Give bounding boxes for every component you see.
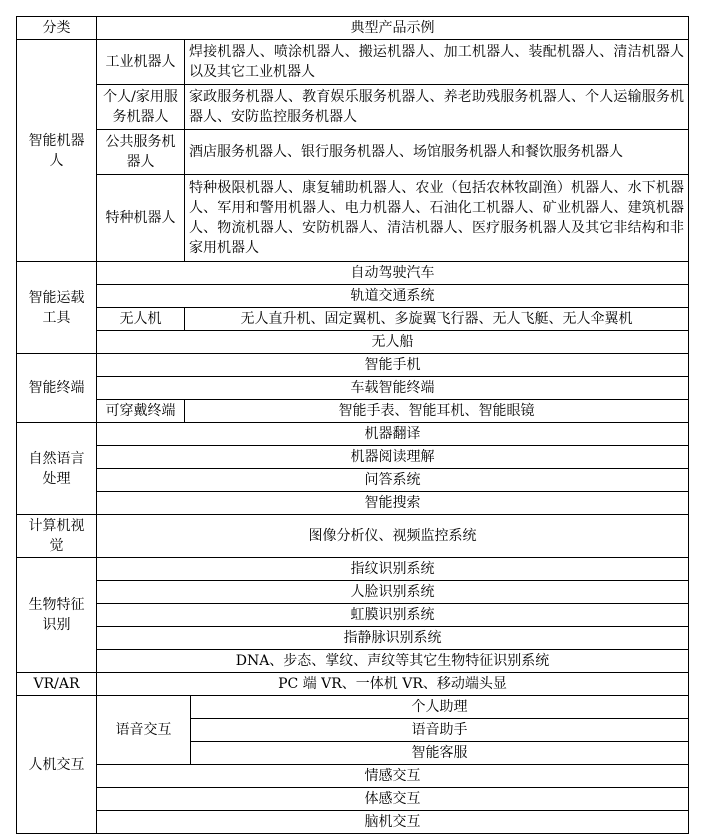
item-biometric: 虹膜识别系统 (97, 604, 689, 627)
item-vision: 图像分析仪、视频监控系统 (97, 515, 689, 558)
subcategory-wearable: 可穿戴终端 (97, 400, 185, 423)
table-row (17, 262, 689, 285)
item-phone: 智能手机 (97, 354, 689, 377)
table-row (17, 627, 689, 650)
item-biometric: DNA、步态、掌纹、声纹等其它生物特征识别系统 (97, 650, 689, 673)
table-row (17, 469, 689, 492)
item-autonomous: 自动驾驶汽车 (97, 262, 689, 285)
table-row (17, 650, 689, 673)
ai-products-table (16, 16, 689, 834)
table-row (17, 331, 689, 354)
table-row (17, 515, 689, 558)
category-biometrics: 生物特征识别 (17, 558, 97, 673)
item-rail: 轨道交通系统 (97, 285, 689, 308)
item-voice: 个人助理 (191, 696, 689, 719)
examples-industrial: 焊接机器人、喷涂机器人、搬运机器人、加工机器人、装配机器人、清洁机器人以及其它工业机器人 (185, 40, 689, 85)
item-hci: 情感交互 (97, 765, 689, 788)
table-row (17, 811, 689, 834)
table-row (17, 788, 689, 811)
header-row (17, 17, 689, 40)
subcategory-public: 公共服务机器人 (97, 130, 185, 175)
item-nlp: 机器阅读理解 (97, 446, 689, 469)
table-row (17, 175, 689, 262)
table-row (17, 673, 689, 696)
item-nlp: 机器翻译 (97, 423, 689, 446)
item-hci: 体感交互 (97, 788, 689, 811)
table-row (17, 581, 689, 604)
table-row (17, 377, 689, 400)
item-boat: 无人船 (97, 331, 689, 354)
table-row (17, 492, 689, 515)
item-biometric: 指纹识别系统 (97, 558, 689, 581)
table-row (17, 604, 689, 627)
item-voice: 语音助手 (191, 719, 689, 742)
table-row (17, 765, 689, 788)
examples-uav: 无人直升机、固定翼机、多旋翼飞行器、无人飞艇、无人伞翼机 (185, 308, 689, 331)
table-row (17, 423, 689, 446)
item-biometric: 人脸识别系统 (97, 581, 689, 604)
item-hci: 脑机交互 (97, 811, 689, 834)
category-vrar: VR/AR (17, 673, 97, 696)
item-vehicle-terminal: 车载智能终端 (97, 377, 689, 400)
subcategory-special: 特种机器人 (97, 175, 185, 262)
examples-public: 酒店服务机器人、银行服务机器人、场馆服务机器人和餐饮服务机器人 (185, 130, 689, 175)
subcategory-voice: 语音交互 (97, 696, 191, 765)
table-row (17, 354, 689, 377)
table-row (17, 696, 689, 719)
category-nlp: 自然语言处理 (17, 423, 97, 515)
category-terminals: 智能终端 (17, 354, 97, 423)
table-row (17, 285, 689, 308)
item-vrar: PC 端 VR、一体机 VR、移动端头显 (97, 673, 689, 696)
table-row (17, 40, 689, 85)
table-row (17, 308, 689, 331)
subcategory-uav: 无人机 (97, 308, 185, 331)
table-row (17, 558, 689, 581)
category-hci: 人机交互 (17, 696, 97, 834)
examples-special: 特种极限机器人、康复辅助机器人、农业（包括农林牧副渔）机器人、水下机器人、军用和警用机器人、电力机器人、石油化工机器人、矿业机器人、建筑机器人、物流机器人、安防机器人、清洁机器人、医疗服务机器人及其它非结构和非家用机器人 (185, 175, 689, 262)
item-nlp: 智能搜索 (97, 492, 689, 515)
item-voice: 智能客服 (191, 742, 689, 765)
examples-personal: 家政服务机器人、教育娱乐服务机器人、养老助残服务机器人、个人运输服务机器人、安防监控服务机器人 (185, 85, 689, 130)
header-examples: 典型产品示例 (97, 17, 689, 40)
table-row (17, 446, 689, 469)
item-biometric: 指静脉识别系统 (97, 627, 689, 650)
category-vision: 计算机视觉 (17, 515, 97, 558)
category-vehicles: 智能运载工具 (17, 262, 97, 354)
table-row (17, 400, 689, 423)
header-category: 分类 (17, 17, 97, 40)
item-nlp: 问答系统 (97, 469, 689, 492)
examples-wearable: 智能手表、智能耳机、智能眼镜 (185, 400, 689, 423)
table-row (17, 130, 689, 175)
table-row (17, 85, 689, 130)
subcategory-industrial: 工业机器人 (97, 40, 185, 85)
category-robots: 智能机器人 (17, 40, 97, 262)
subcategory-personal: 个人/家用服务机器人 (97, 85, 185, 130)
